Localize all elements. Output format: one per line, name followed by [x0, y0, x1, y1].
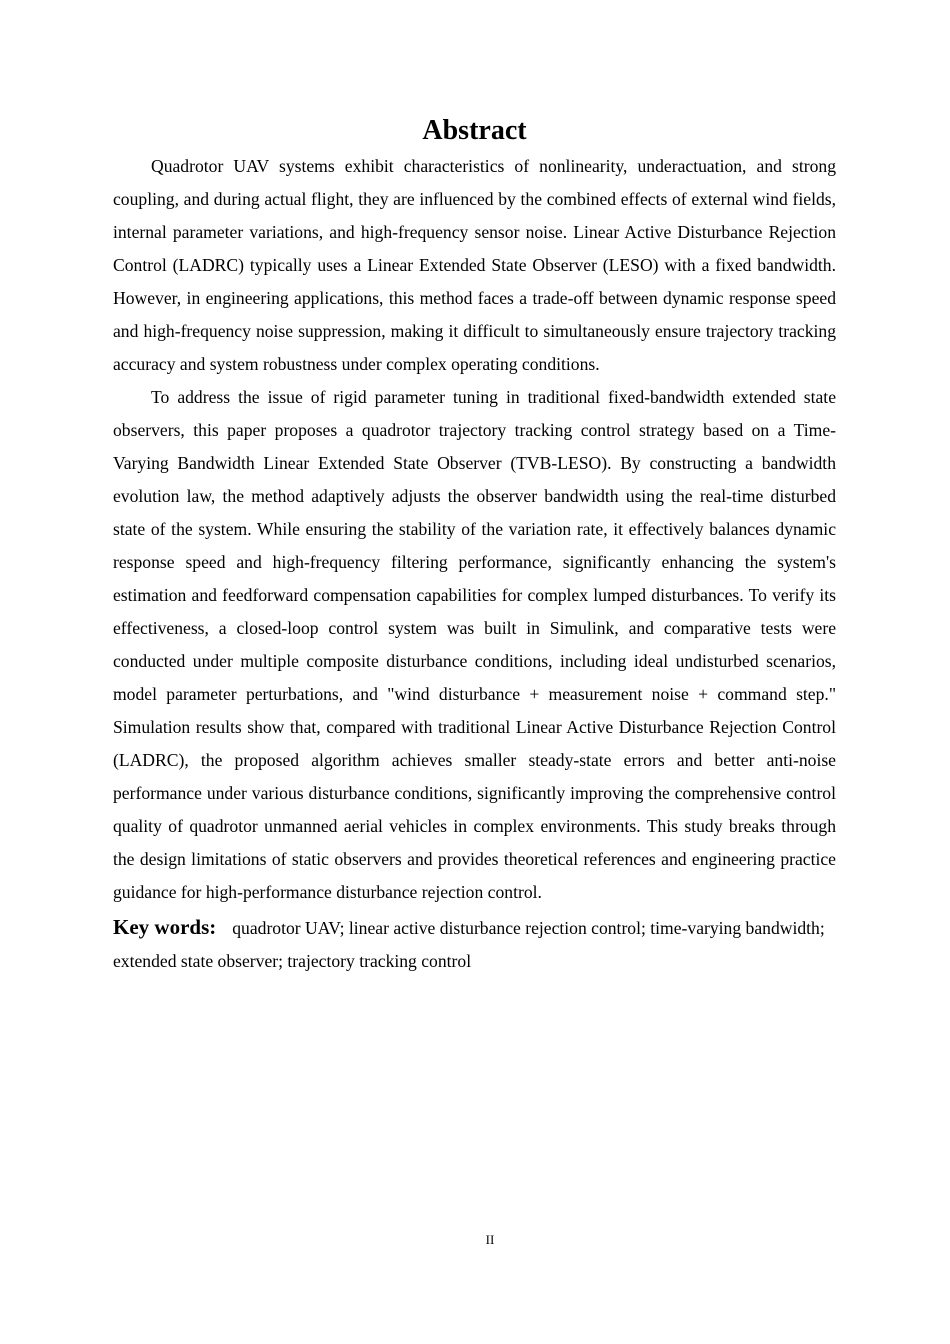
page-title: Abstract	[422, 115, 527, 146]
abstract-paragraph-2: To address the issue of rigid parameter tuning in traditional fixed-bandwidth extended state observers, this paper proposes a quadrotor trajectory tracking control strategy based on a Time-Varying Bandwidth Linear Extended State Observer (TVB-LESO). By constructing a bandwidth evolution law, the method adaptively adjusts the observer bandwidth using the real-time disturbed state of the system. While ensuring the stability of the variation rate, it effectively balances dynamic response speed and high-frequency filtering performance, significantly enhancing the system's estimation and feedforward compensation capabilities for complex lumped disturbances. To verify its effectiveness, a closed-loop control system was built in Simulink, and comparative tests were conducted under multiple composite disturbance conditions, including ideal undisturbed scenarios, model parameter perturbations, and "wind disturbance + measurement noise + command step." Simulation results show that, compared with traditional Linear Active Disturbance Rejection Control (LADRC), the proposed algorithm achieves smaller steady-state errors and better anti-noise performance under various disturbance conditions, significantly improving the comprehensive control quality of quadrotor unmanned aerial vehicles in complex environments. This study breaks through the design limitations of static observers and provides theoretical references and engineering practice guidance for high-performance disturbance rejection control.	[113, 387, 836, 902]
keywords-text: quadrotor UAV; linear active disturbance rejection control; time-varying bandwidth; extended state observer; trajectory tracking control	[113, 918, 825, 971]
abstract-paragraph-1: Quadrotor UAV systems exhibit characteristics of nonlinearity, underactuation, and strong coupling, and during actual flight, they are influenced by the combined effects of external wind fields, internal parameter variations, and high-frequency sensor noise. Linear Active Disturbance Rejection Control (LADRC) typically uses a Linear Extended State Observer (LESO) with a fixed bandwidth. However, in engineering applications, this method faces a trade-off between dynamic response speed and high-frequency noise suppression, making it difficult to simultaneously ensure trajectory tracking accuracy and system robustness under complex operating conditions.	[113, 156, 836, 374]
document-page	[113, 112, 836, 978]
keywords-line	[113, 911, 836, 978]
keywords-label: Key words:	[113, 915, 217, 939]
page-number: II	[485, 1232, 495, 1247]
